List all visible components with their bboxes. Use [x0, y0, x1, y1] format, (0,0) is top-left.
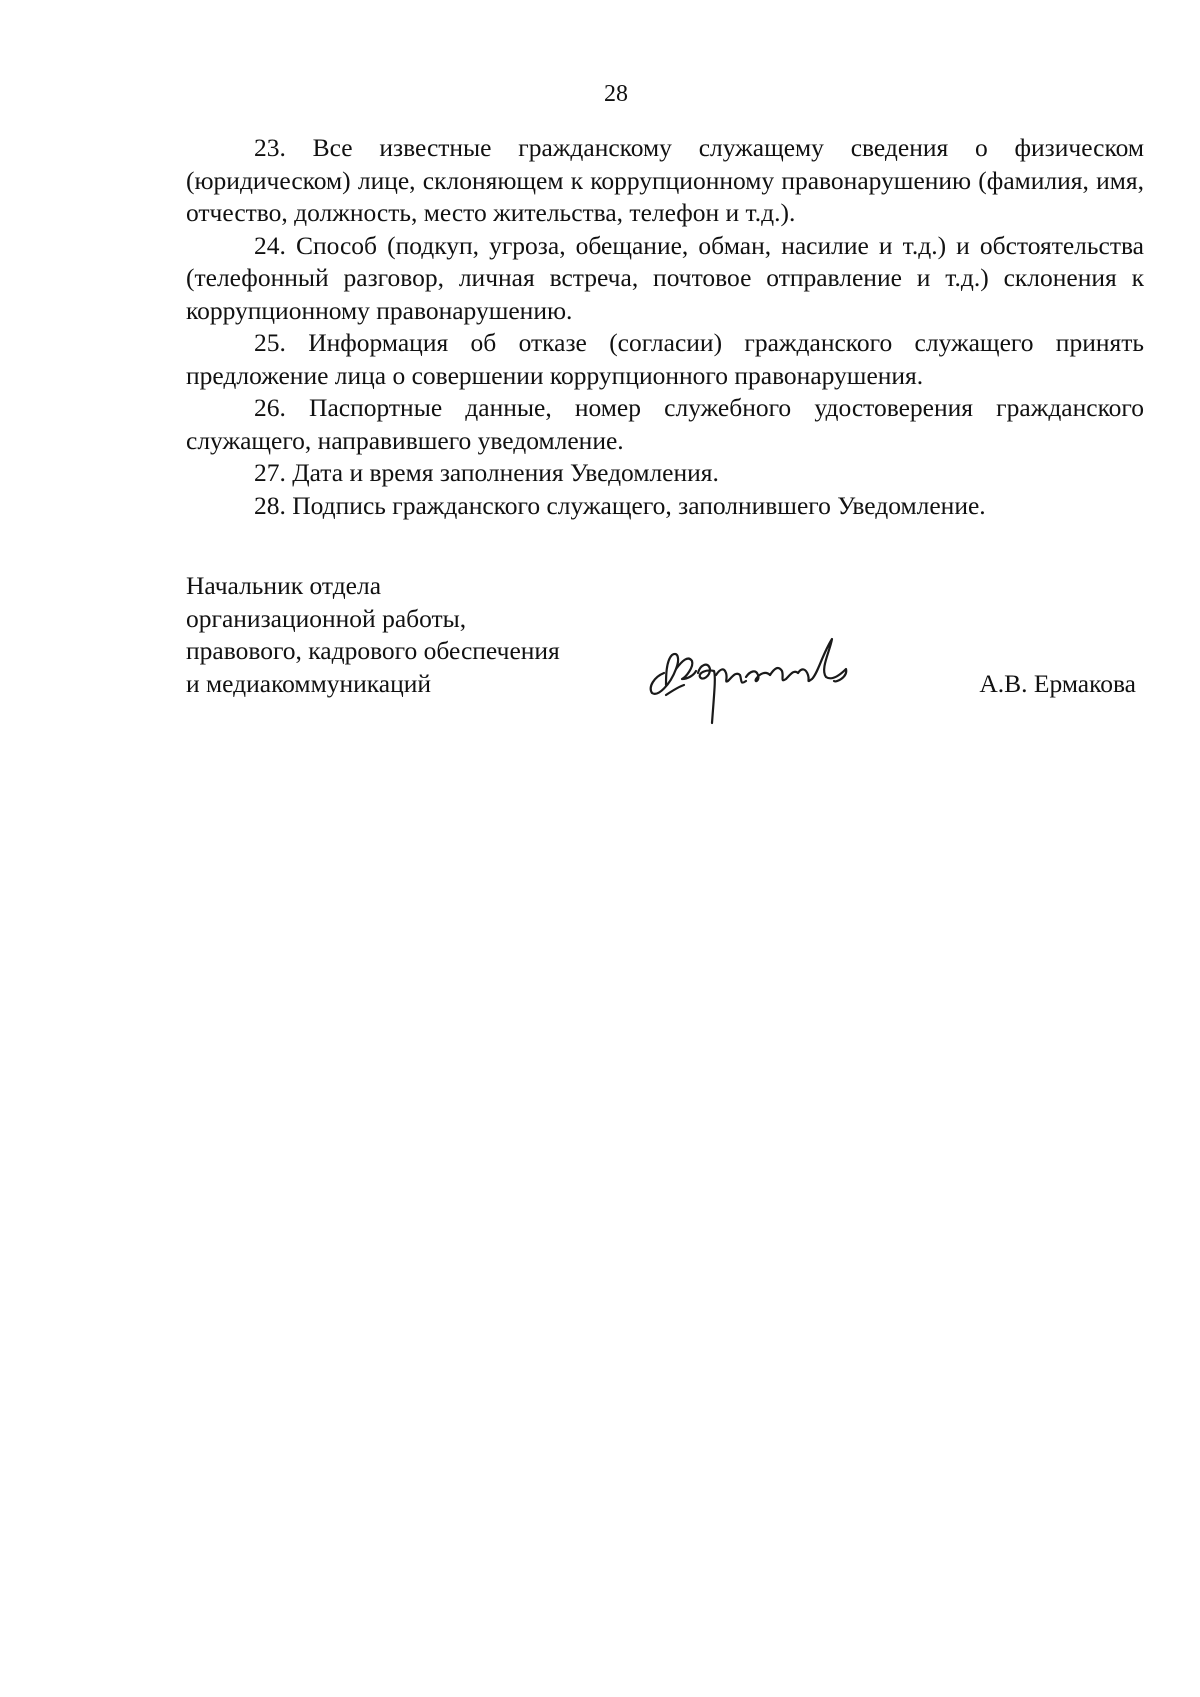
list-item: 23. Все известные гражданскому служащему сведения о физическом (юридическом) лице, склоняющем к коррупционному правонарушению (фамилия, имя, отчество, должность, место жительства, телефон и т.д.).: [186, 133, 1144, 227]
signature-block: [186, 570, 1144, 720]
page-number: 28: [604, 81, 628, 107]
position-line: Начальник отдела: [186, 571, 382, 600]
position-line: правового, кадрового обеспечения: [186, 636, 560, 665]
document-body: [186, 132, 1144, 522]
signer-name: А.В. Ермакова: [979, 669, 1136, 698]
position-line: организационной работы,: [186, 603, 467, 633]
list-item: 26. Паспортные данные, номер служебного удостоверения гражданского служащего, направившего уведомление.: [186, 393, 1144, 455]
list-item: 24. Способ (подкуп, угроза, обещание, обман, насилие и т.д.) и обстоятельства (телефонный разговор, личная встреча, почтовое отправление и т.д.) склонения к коррупционному правонарушению.: [186, 230, 1144, 325]
position-line: и медиакоммуникаций: [186, 668, 432, 698]
list-item: 28. Подпись гражданского служащего, заполнившего Уведомление.: [254, 490, 986, 520]
list-item: 27. Дата и время заполнения Уведомления.: [254, 458, 719, 487]
signer-position: [186, 570, 560, 700]
handwritten-signature: [636, 625, 876, 725]
list-item: 25. Информация об отказе (согласии) гражданского служащего принять предложение лица о совершении коррупционного правонарушения.: [186, 328, 1144, 390]
